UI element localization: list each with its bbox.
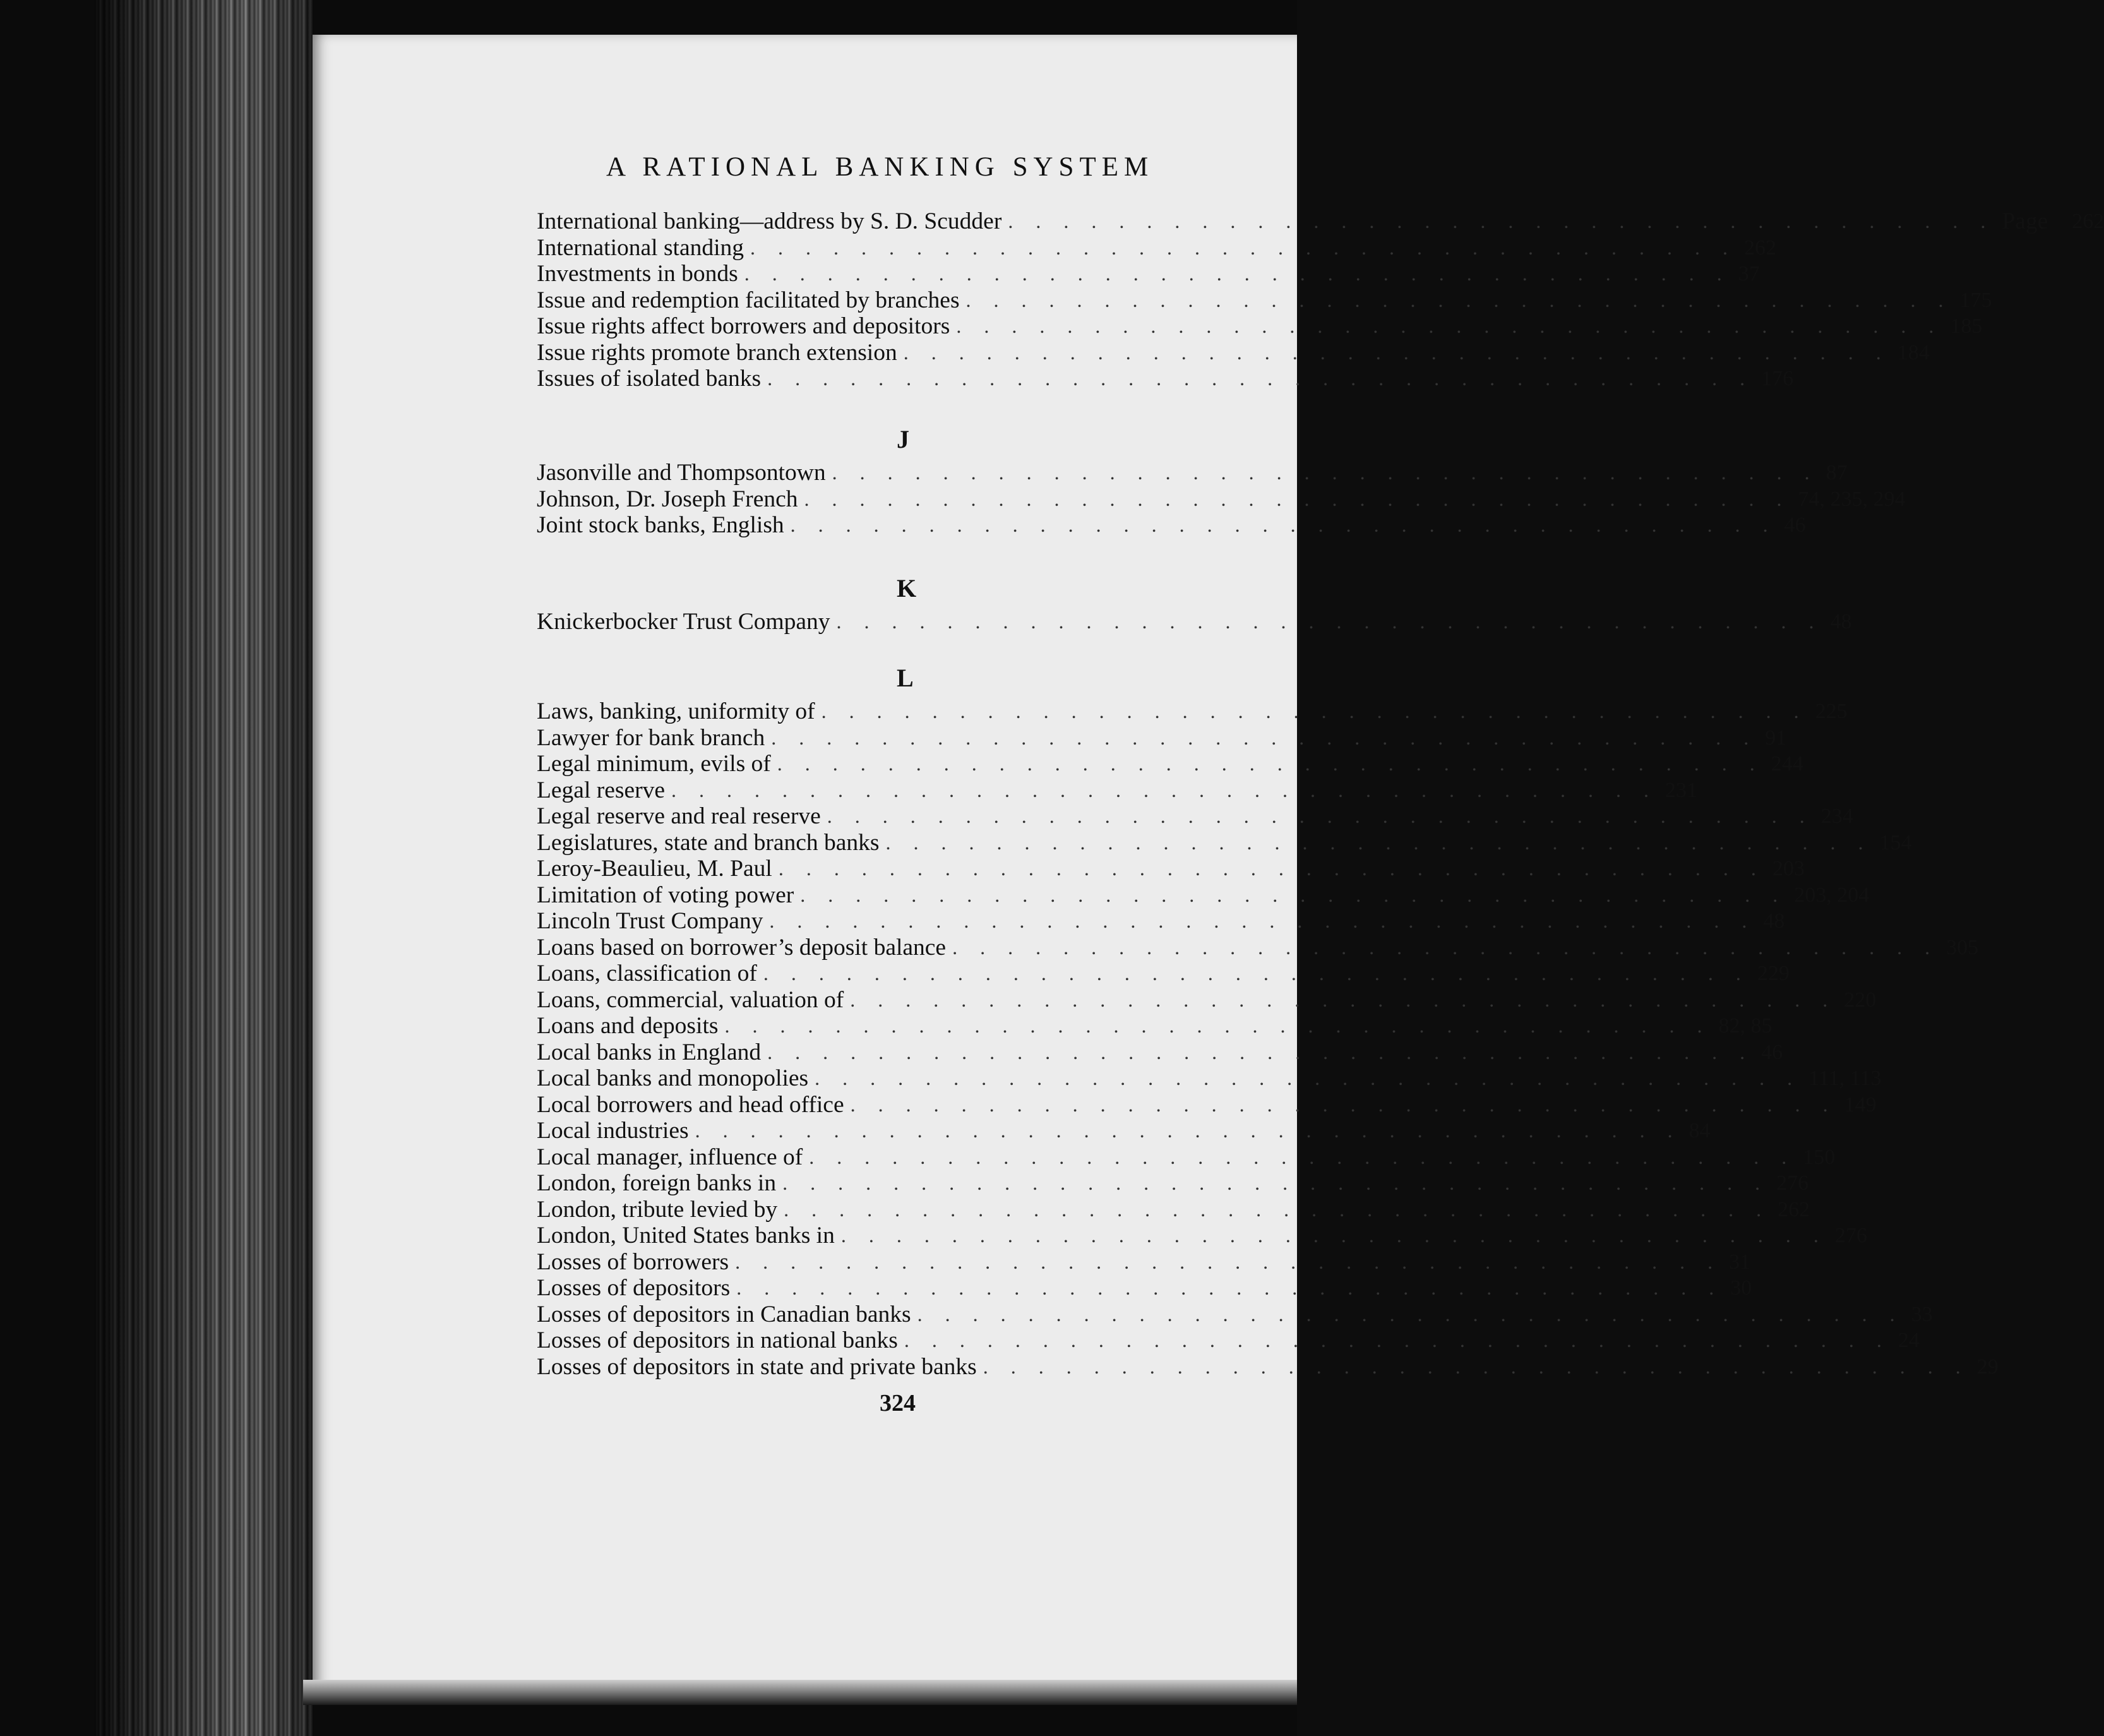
- index-entry: [537, 234, 1777, 261]
- index-term: Losses of depositors in Canadian banks: [537, 1301, 911, 1327]
- index-entry: [537, 908, 1785, 935]
- dot-leader: . . . . . . . . . . . . . . . . . . . . . . . . . . . . . . . . . . . .: [809, 1145, 1796, 1168]
- index-term: Issue rights affect borrowers and depositors: [537, 313, 950, 339]
- index-entry: [537, 339, 1930, 366]
- index-entry: [537, 366, 1794, 392]
- index-term: Limitation of voting power: [537, 882, 794, 908]
- index-page-numbers: 31: [1729, 1250, 1751, 1274]
- index-page-numbers: 203: [1772, 857, 1805, 880]
- index-entry: [537, 1275, 1752, 1302]
- index-page-numbers: 276: [1834, 1224, 1867, 1247]
- dot-leader: . . . . . . . . . . . . . . . . . . . . . . . . . . . . . . . . . . . .: [750, 236, 1737, 259]
- index-term: Loans and deposits: [537, 1013, 719, 1039]
- index-page-numbers: 91: [1765, 726, 1787, 750]
- index-term: Legal reserve: [537, 777, 665, 803]
- dot-leader: . . . . . . . . . . . . . . . . . . . . . . . . . . . . . . . . . . . .: [952, 935, 1939, 959]
- index-term: Losses of depositors in state and private banks: [537, 1353, 977, 1380]
- dot-leader: . . . . . . . . . . . . . . . . . . . . . . . . . . . . . . . . . . . .: [850, 1092, 1837, 1116]
- index-entry: [537, 698, 1848, 725]
- dot-leader: . . . . . . . . . . . . . . . . . . . . . . . . . . . . . . . . . . . .: [671, 778, 1658, 801]
- index-page-numbers: 231: [1665, 778, 1697, 802]
- index-page-numbers: 184: [1897, 340, 1930, 364]
- index-term: London, tribute levied by: [537, 1196, 778, 1223]
- index-page-numbers: 203, 204: [1794, 883, 1870, 907]
- index-entry: [537, 261, 1760, 287]
- index-page-numbers: 46: [1784, 513, 1806, 537]
- dot-leader: . . . . . . . . . . . . . . . . . . . . . . . . . . . . . . . . . . . .: [763, 962, 1750, 985]
- dot-leader: . . . . . . . . . . . . . . . . . . . . . . . . . . . . . . . . . . . .: [917, 1302, 1904, 1326]
- index-term: London, United States banks in: [537, 1223, 835, 1248]
- index-page-numbers: 305: [1946, 935, 1979, 959]
- index-entry: [537, 1327, 1920, 1354]
- index-entry: [537, 1301, 1933, 1328]
- index-page-numbers: 176: [1761, 367, 1794, 390]
- index-term: Losses of depositors in national banks: [537, 1327, 898, 1353]
- index-page-numbers: 154: [1879, 830, 1912, 854]
- index-entry: [537, 1223, 1867, 1249]
- dot-leader: . . . . . . . . . . . . . . . . . . . . . . . . . . . . . . . . . . . .: [771, 726, 1758, 749]
- index-page-numbers: 24: [1898, 1329, 1920, 1352]
- index-page-numbers: 111, 113: [1808, 1067, 1882, 1090]
- dot-leader: . . . . . . . . . . . . . . . . . . . . . . . . . . . . . . . . . . . .: [782, 1171, 1769, 1194]
- index-section-i: [537, 208, 2104, 392]
- index-section-j: [537, 460, 1906, 539]
- index-page-numbers: 185: [1950, 314, 1983, 338]
- index-entry: [537, 313, 1983, 340]
- section-letter-k: K: [897, 574, 917, 602]
- index-term: Issue rights promote branch extension: [537, 339, 897, 366]
- dot-leader: . . . . . . . . . . . . . . . . . . . . . . . . . . . . . . . . . . . .: [904, 1329, 1891, 1351]
- index-entry: [537, 287, 1992, 314]
- dot-leader: . . . . . . . . . . . . . . . . . . . . . . . . . . . . . . . . . . . .: [815, 1067, 1802, 1089]
- index-page-numbers: 84: [1689, 1119, 1711, 1142]
- index-entry: [537, 986, 1877, 1014]
- dot-leader: . . . . . . . . . . . . . . . . . . . . . . . . . . . . . . . . . . . .: [804, 487, 1791, 510]
- index-term: Johnson, Dr. Joseph French: [537, 486, 798, 512]
- index-page-numbers: 229: [1757, 962, 1790, 985]
- spine-shadow: [95, 0, 313, 1736]
- index-page-numbers: 74, 235, 294: [1798, 487, 1906, 511]
- index-page-numbers: 225: [1815, 700, 1848, 723]
- dot-leader: . . . . . . . . . . . . . . . . . . . . . . . . . . . . . . . . . . . .: [695, 1119, 1682, 1142]
- page-column-label: Page: [2002, 208, 2048, 234]
- index-term: Knickerbocker Trust Company: [537, 609, 830, 635]
- index-entry: [537, 1013, 1772, 1039]
- index-entry: [537, 803, 1853, 830]
- index-term: Loans, classification of: [537, 961, 757, 986]
- index-term: Losses of borrowers: [537, 1248, 729, 1275]
- dot-leader: . . . . . . . . . . . . . . . . . . . . . . . . . . . . . . . . . . . .: [840, 1224, 1827, 1247]
- index-page-numbers: 262: [2072, 210, 2104, 233]
- index-term: Loans, commercial, valuation of: [537, 986, 844, 1013]
- dot-leader: . . . . . . . . . . . . . . . . . . . . . . . . . . . . . . . . . . . .: [903, 340, 1890, 364]
- index-page-numbers: 244: [1771, 752, 1803, 775]
- index-term: Lawyer for bank branch: [537, 724, 765, 751]
- index-entry: [537, 1118, 1711, 1144]
- index-page-numbers: 175: [1959, 288, 1992, 312]
- dot-leader: . . . . . . . . . . . . . . . . . . . . . . . . . . . . . . . . . . . .: [767, 1040, 1754, 1063]
- index-page-numbers: 30: [1730, 1276, 1752, 1300]
- index-page-numbers: 262: [1744, 236, 1777, 260]
- page-bottom-edge: [303, 1680, 1297, 1705]
- index-entry: [537, 1248, 1751, 1276]
- dot-leader: . . . . . . . . . . . . . . . . . . . . . . . . . . . . . . . . . . . .: [800, 883, 1787, 906]
- index-section-k: [537, 609, 1852, 635]
- index-term: Joint stock banks, English: [537, 512, 784, 538]
- index-page-numbers: 48: [1830, 610, 1852, 633]
- index-entry: [537, 1170, 1809, 1197]
- index-term: Lincoln Trust Company: [537, 908, 763, 934]
- index-term: Legal minimum, evils of: [537, 751, 771, 777]
- index-entry: [537, 609, 1852, 635]
- index-term: Issues of isolated banks: [537, 366, 762, 392]
- index-section-l: [537, 698, 1999, 1380]
- index-term: London, foreign banks in: [537, 1170, 777, 1196]
- index-page-numbers: 262: [1778, 1197, 1810, 1221]
- index-term: Local industries: [537, 1118, 689, 1144]
- index-entry: [537, 751, 1803, 777]
- dot-leader: . . . . . . . . . . . . . . . . . . . . . . . . . . . . . . . . . . . .: [850, 988, 1837, 1011]
- index-term: Investments in bonds: [537, 261, 738, 287]
- dot-leader: . . . . . . . . . . . . . . . . . . . . . . . . . . . . . . . . . . . .: [956, 314, 1943, 337]
- index-term: Loans based on borrower’s deposit balance: [537, 934, 947, 961]
- index-page-numbers: 234: [1820, 805, 1853, 828]
- index-term: Laws, banking, uniformity of: [537, 698, 815, 724]
- dot-leader: . . . . . . . . . . . . . . . . . . . . . . . . . . . . . . . . . . . .: [769, 909, 1756, 932]
- dot-leader: . . . . . . . . . . . . . . . . . . . . . . . . . . . . . . . . . . . .: [777, 752, 1764, 775]
- index-term: International standing: [537, 234, 744, 261]
- dot-leader: . . . . . . . . . . . . . . . . . . . . . . . . . . . . . . . . . . . .: [790, 513, 1777, 536]
- dot-leader: . . . . . . . . . . . . . . . . . . . . . . . . . . . . . . . . . . . .: [827, 805, 1814, 827]
- index-entry: [537, 208, 2104, 235]
- index-term: Losses of depositors: [537, 1275, 731, 1301]
- index-page-numbers: 149: [1844, 1092, 1877, 1116]
- index-term: Local borrowers and head office: [537, 1091, 844, 1118]
- index-entry: [537, 829, 1912, 856]
- index-entry: [537, 934, 1979, 961]
- index-page-numbers: 82, 85: [1718, 1014, 1772, 1038]
- dot-leader: . . . . . . . . . . . . . . . . . . . . . . . . . . . . . . . . . . . .: [724, 1014, 1711, 1037]
- index-page-numbers: 48: [1763, 909, 1785, 933]
- index-page-numbers: 150: [1803, 1145, 1836, 1169]
- index-term: International banking—address by S. D. Scudder: [537, 208, 1002, 234]
- index-entry: [537, 1144, 1836, 1171]
- index-entry: [537, 1353, 1999, 1380]
- index-term: Local manager, influence of: [537, 1144, 803, 1170]
- index-term: Legislatures, state and branch banks: [537, 829, 880, 856]
- dot-leader: . . . . . . . . . . . . . . . . . . . . . . . . . . . . . . . . . . . .: [735, 1250, 1722, 1273]
- index-entry: [537, 486, 1906, 513]
- index-entry: [537, 1091, 1877, 1118]
- index-term: Local banks in England: [537, 1039, 762, 1065]
- running-head: A RATIONAL BANKING SYSTEM: [606, 152, 1154, 182]
- index-entry: [537, 1196, 1810, 1223]
- index-page-numbers: 33: [1911, 1302, 1933, 1326]
- section-letter-l: L: [897, 664, 914, 692]
- index-page-numbers: 37: [1738, 262, 1760, 285]
- index-entry: [537, 460, 1848, 486]
- dot-leader: . . . . . . . . . . . . . . . . . . . . . . . . . . . . . . . . . . . .: [983, 1355, 1970, 1378]
- dot-leader: . . . . . . . . . . . . . . . . . . . . . . . . . . . . . . . . . . . .: [821, 700, 1808, 722]
- dot-leader: . . . . . . . . . . . . . . . . . . . . . . . . . . . . . . . . . . . .: [836, 610, 1823, 633]
- index-page-numbers: 46: [1761, 1040, 1783, 1064]
- dot-leader: . . . . . . . . . . . . . . . . . . . . . . . . . . . . . . . . . . . .: [767, 367, 1754, 390]
- index-term: Legal reserve and real reserve: [537, 803, 821, 829]
- index-entry: [537, 1039, 1783, 1066]
- dot-leader: . . . . . . . . . . . . . . . . . . . . . . . . . . . . . . . . . . . .: [784, 1197, 1771, 1221]
- section-letter-j: J: [897, 425, 909, 453]
- index-entry: [537, 1065, 1882, 1092]
- dot-leader: . . . . . . . . . . . . . . . . . . . . . . . . . . . . . . . . . . . .: [744, 262, 1731, 285]
- index-entry: [537, 724, 1787, 751]
- index-term: Issue and redemption facilitated by branches: [537, 287, 960, 313]
- index-term: Jasonville and Thompsontown: [537, 460, 826, 486]
- index-page-numbers: 276: [1776, 1171, 1809, 1195]
- dot-leader: . . . . . . . . . . . . . . . . . . . . . . . . . . . . . . . . . . . .: [736, 1276, 1723, 1299]
- index-entry: [537, 512, 1806, 539]
- index-entry: [537, 856, 1805, 882]
- dot-leader: . . . . . . . . . . . . . . . . . . . . . . . . . . . . . . . . . . . .: [965, 288, 1952, 311]
- index-term: Leroy-Beaulieu, M. Paul: [537, 856, 772, 882]
- index-page-numbers: 29: [1976, 1355, 1999, 1379]
- index-page-numbers: 220: [1844, 988, 1877, 1012]
- index-page-numbers: 87: [1826, 461, 1848, 484]
- dot-leader: . . . . . . . . . . . . . . . . . . . . . . . . . . . . . . . . . . . .: [832, 461, 1819, 484]
- index-entry: [537, 777, 1697, 804]
- dot-leader: . . . . . . . . . . . . . . . . . . . . . . . . . . . . . . . . . . . .: [778, 857, 1765, 880]
- index-term: Local banks and monopolies: [537, 1065, 809, 1091]
- dot-leader: . . . . . . . . . . . . . . . . . . . . . . . . . . . . . . . . . . . .: [1008, 210, 1995, 232]
- page-number: 324: [880, 1390, 916, 1416]
- index-entry: [537, 961, 1790, 987]
- index-entry: [537, 882, 1870, 909]
- dot-leader: . . . . . . . . . . . . . . . . . . . . . . . . . . . . . . . . . . . .: [885, 830, 1872, 854]
